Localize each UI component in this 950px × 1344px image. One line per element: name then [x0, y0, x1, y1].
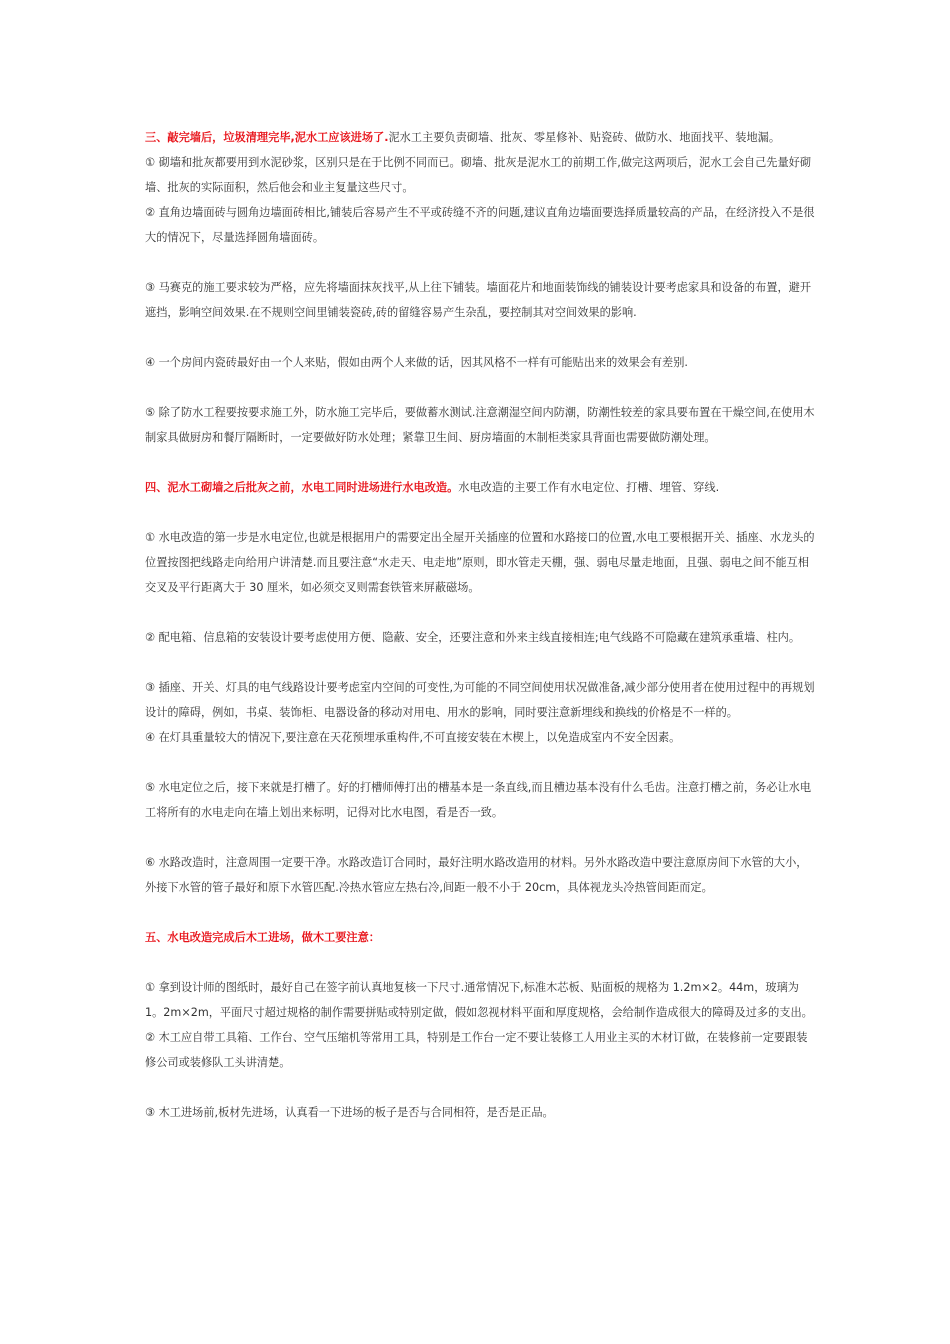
section-3-item-5: ⑤ 除了防水工程要按要求施工外，防水施工完毕后，要做蓄水测试.注意潮湿空间内防潮，防潮性较差的家具要布置在干燥空间,在使用木制家具做厨房和餐厅隔断时，一定要做好防水处理；紧靠卫生间、厨房墙面的木制柜类家具背面也需要做防潮处理。 [145, 406, 815, 444]
section-4-heading: 四、泥水工砌墙之后批灰之前，水电工同时进场进行水电改造。 [145, 481, 459, 494]
section-3-heading: 三、敲完墙后，垃圾清理完毕,泥水工应该进场了. [145, 131, 389, 144]
section-4-item-4: ④ 在灯具重量较大的情况下,要注意在天花预埋承重构件,不可直接安装在木楔上，以免造成室内不安全因素。 [145, 731, 681, 744]
section-4-item-6: ⑥ 水路改造时，注意周围一定要干净。水路改造订合同时，最好注明水路改造用的材料。另外水路改造中要注意原房间下水管的大小，外接下水管的管子最好和原下水管匹配.冷热水管应左热右冷,间距一般不小于 20cm，具体视龙头冷热管间距而定。 [145, 856, 808, 894]
section-5-item-1: ① 拿到设计师的图纸时，最好自己在签字前认真地复核一下尺寸.通常情况下,标准木芯板、贴面板的规格为 1.2m×2。44m，玻璃为 1。2m×2m，平面尺寸超过规格的制作需要拼贴或特别定做，假如忽视材料平面和厚度规格，会给制作造成很大的障碍及过多的支出。 [145, 981, 813, 1019]
section-3-item-4: ④ 一个房间内瓷砖最好由一个人来贴，假如由两个人来做的话，因其风格不一样有可能贴出来的效果会有差别. [145, 356, 688, 369]
section-5-item-2: ② 木工应自带工具箱、工作台、空气压缩机等常用工具，特别是工作台一定不要让装修工人用业主买的木材订做，在装修前一定要跟装修公司或装修队工头讲清楚。 [145, 1031, 808, 1069]
document-body [145, 125, 817, 1125]
section-4-item-2: ② 配电箱、信息箱的安装设计要考虑使用方便、隐蔽、安全，还要注意和外来主线直接相连;电气线路不可隐藏在建筑承重墙、柱内。 [145, 631, 801, 644]
section-4-paragraph [145, 475, 817, 500]
section-3-intro: 泥水工主要负责砌墙、批灰、零星修补、贴瓷砖、做防水、地面找平、装地漏。 [388, 131, 781, 144]
section-3-item-1: ① 砌墙和批灰都要用到水泥砂浆，区别只是在于比例不同而已。砌墙、批灰是泥水工的前期工作,做完这两项后，泥水工会自己先量好砌墙、批灰的实际面积，然后他会和业主复量这些尺寸。 [145, 156, 812, 194]
section-3-item-2: ② 直角边墙面砖与圆角边墙面砖相比,铺装后容易产生不平或砖缝不齐的问题,建议直角边墙面要选择质量较高的产品，在经济投入不是很大的情况下，尽量选择圆角墙面砖。 [145, 206, 815, 244]
section-3-item-3: ③ 马赛克的施工要求较为严格，应先将墙面抹灰找平,从上往下铺装。墙面花片和地面装饰线的铺装设计要考虑家具和设备的布置，避开遮挡，影响空间效果.在不规则空间里铺装瓷砖,砖的留缝容易产生杂乱，要控制其对空间效果的影响. [145, 281, 812, 319]
section-4-item-1: ① 水电改造的第一步是水电定位,也就是根据用户的需要定出全屋开关插座的位置和水路接口的位置,水电工要根据开关、插座、水龙头的位置按图把线路走向给用户讲清楚.而且要注意“水走天、电走地”原则，即水管走天棚，强、弱电尽量走地面，且强、弱电之间不能互相交叉及平行距离大于 30 厘米，如必须交叉则需套铁管来屏蔽磁场。 [145, 531, 815, 594]
section-4-intro: 水电改造的主要工作有水电定位、打槽、埋管、穿线. [458, 481, 720, 494]
section-3-paragraph [145, 125, 817, 150]
section-4-item-5: ⑤ 水电定位之后，接下来就是打槽了。好的打槽师傅打出的槽基本是一条直线,而且槽边基本没有什么毛齿。注意打槽之前，务必让水电工将所有的水电走向在墙上划出来标明，记得对比水电图，看是否一致。 [145, 781, 812, 819]
section-5-item-3: ③ 木工进场前,板材先进场，认真看一下进场的板子是否与合同相符，是否是正品。 [145, 1106, 554, 1119]
section-5-heading: 五、水电改造完成后木工进场，做木工要注意： [145, 931, 380, 944]
section-4-item-3: ③ 插座、开关、灯具的电气线路设计要考虑室内空间的可变性,为可能的不同空间使用状况做准备,减少部分使用者在使用过程中的再规划设计的障碍，例如，书桌、装饰柜、电器设备的移动对用电、用水的影响，同时要注意新埋线和换线的价格是不一样的。 [145, 681, 815, 719]
